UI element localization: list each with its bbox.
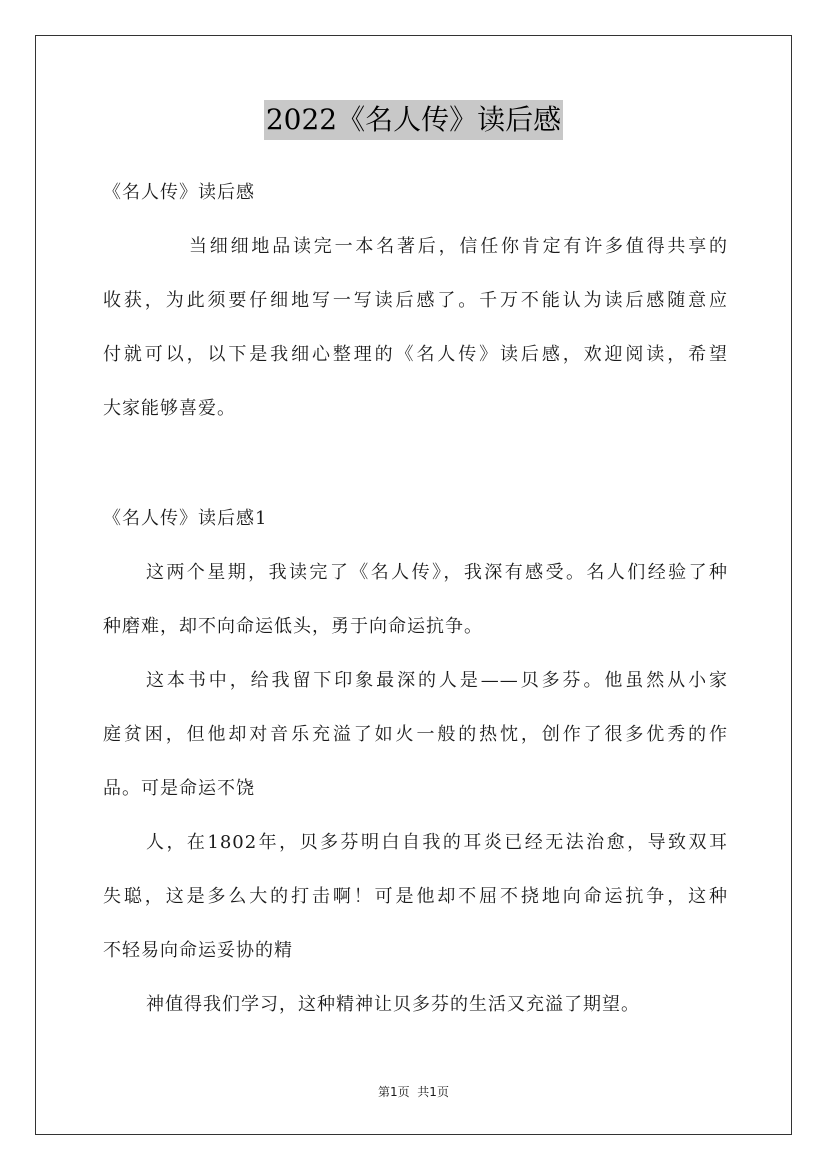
- paragraph-4-line-1: 神值得我们学习，这种精神让贝多芬的生活又充溢了期望。: [146, 994, 640, 1015]
- page-number: 第1页 共1页: [378, 1085, 449, 1099]
- intro-line-4: 大家能够喜爱。: [103, 398, 236, 419]
- intro-paragraph: [103, 220, 728, 436]
- page-footer: [0, 1083, 827, 1100]
- paragraph-3: [103, 816, 728, 978]
- subtitle-block: [103, 166, 728, 220]
- paragraph-1-line-2: 种磨难，却不向命运低头，勇于向命运抗争。: [103, 616, 483, 637]
- title-container: [0, 100, 827, 140]
- paragraph-2-line-2: 庭贫困，但他却对音乐充溢了如火一般的热忱，创作了很多优秀的作: [103, 724, 728, 745]
- paragraph-1: [103, 546, 728, 654]
- document-title: 2022《名人传》读后感: [264, 100, 563, 140]
- paragraph-2: [103, 654, 728, 816]
- intro-line-2: 收获，为此须要仔细地写一写读后感了。千万不能认为读后感随意应: [103, 290, 728, 311]
- paragraph-4: [103, 978, 728, 1032]
- paragraph-3-line-3: 不轻易向命运妥协的精: [103, 940, 293, 961]
- document-subtitle: 《名人传》读后感: [103, 182, 255, 203]
- paragraph-3-line-2: 失聪，这是多么大的打击啊！可是他却不屈不挠地向命运抗争，这种: [103, 886, 728, 907]
- section-heading: 《名人传》读后感1: [103, 508, 268, 529]
- paragraph-2-line-3: 品。可是命运不饶: [103, 778, 255, 799]
- intro-line-1: 当细细地品读完一本名著后，信任你肯定有许多值得共享的: [189, 236, 728, 257]
- intro-line-3: 付就可以，以下是我细心整理的《名人传》读后感，欢迎阅读，希望: [103, 344, 728, 365]
- paragraph-1-line-1: 这两个星期，我读完了《名人传》，我深有感受。名人们经验了种: [146, 562, 728, 583]
- section-heading-block: [103, 492, 728, 546]
- paragraph-3-line-1: 人，在1802年，贝多芬明白自我的耳炎已经无法治愈，导致双耳: [146, 832, 728, 853]
- paragraph-2-line-1: 这本书中，给我留下印象最深的人是——贝多芬。他虽然从小家: [146, 670, 728, 691]
